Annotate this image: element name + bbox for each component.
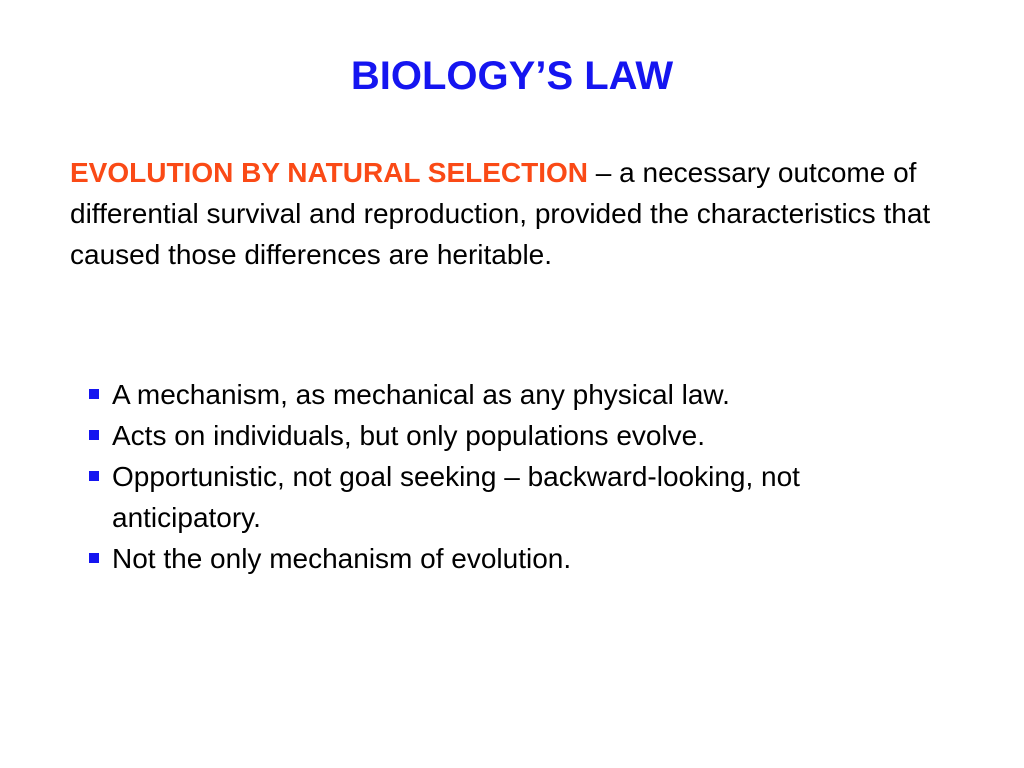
bullet-item: [88, 374, 948, 415]
bullet-item: [88, 538, 948, 579]
definition-term: EVOLUTION BY NATURAL SELECTION: [70, 157, 589, 188]
square-bullet-icon: [89, 553, 99, 563]
definition-paragraph: [70, 152, 950, 275]
bullet-item: [88, 415, 948, 456]
bullet-text: Opportunistic, not goal seeking – backward-looking, not anticipatory.: [112, 461, 800, 533]
square-bullet-icon: [89, 471, 99, 481]
bullet-text: Not the only mechanism of evolution.: [112, 543, 572, 574]
slide-title: BIOLOGY’S LAW: [350, 54, 674, 98]
square-bullet-icon: [89, 430, 99, 440]
bullet-text: A mechanism, as mechanical as any physical law.: [112, 379, 730, 410]
definition-text: – a necessary outcome of differential survival and reproduction, provided the characteristics that caused those differences are heritable.: [70, 157, 931, 270]
bullet-text: Acts on individuals, but only populations evolve.: [112, 420, 706, 451]
bullet-list: [88, 374, 948, 579]
square-bullet-icon: [89, 389, 99, 399]
bullet-item: [88, 456, 948, 538]
